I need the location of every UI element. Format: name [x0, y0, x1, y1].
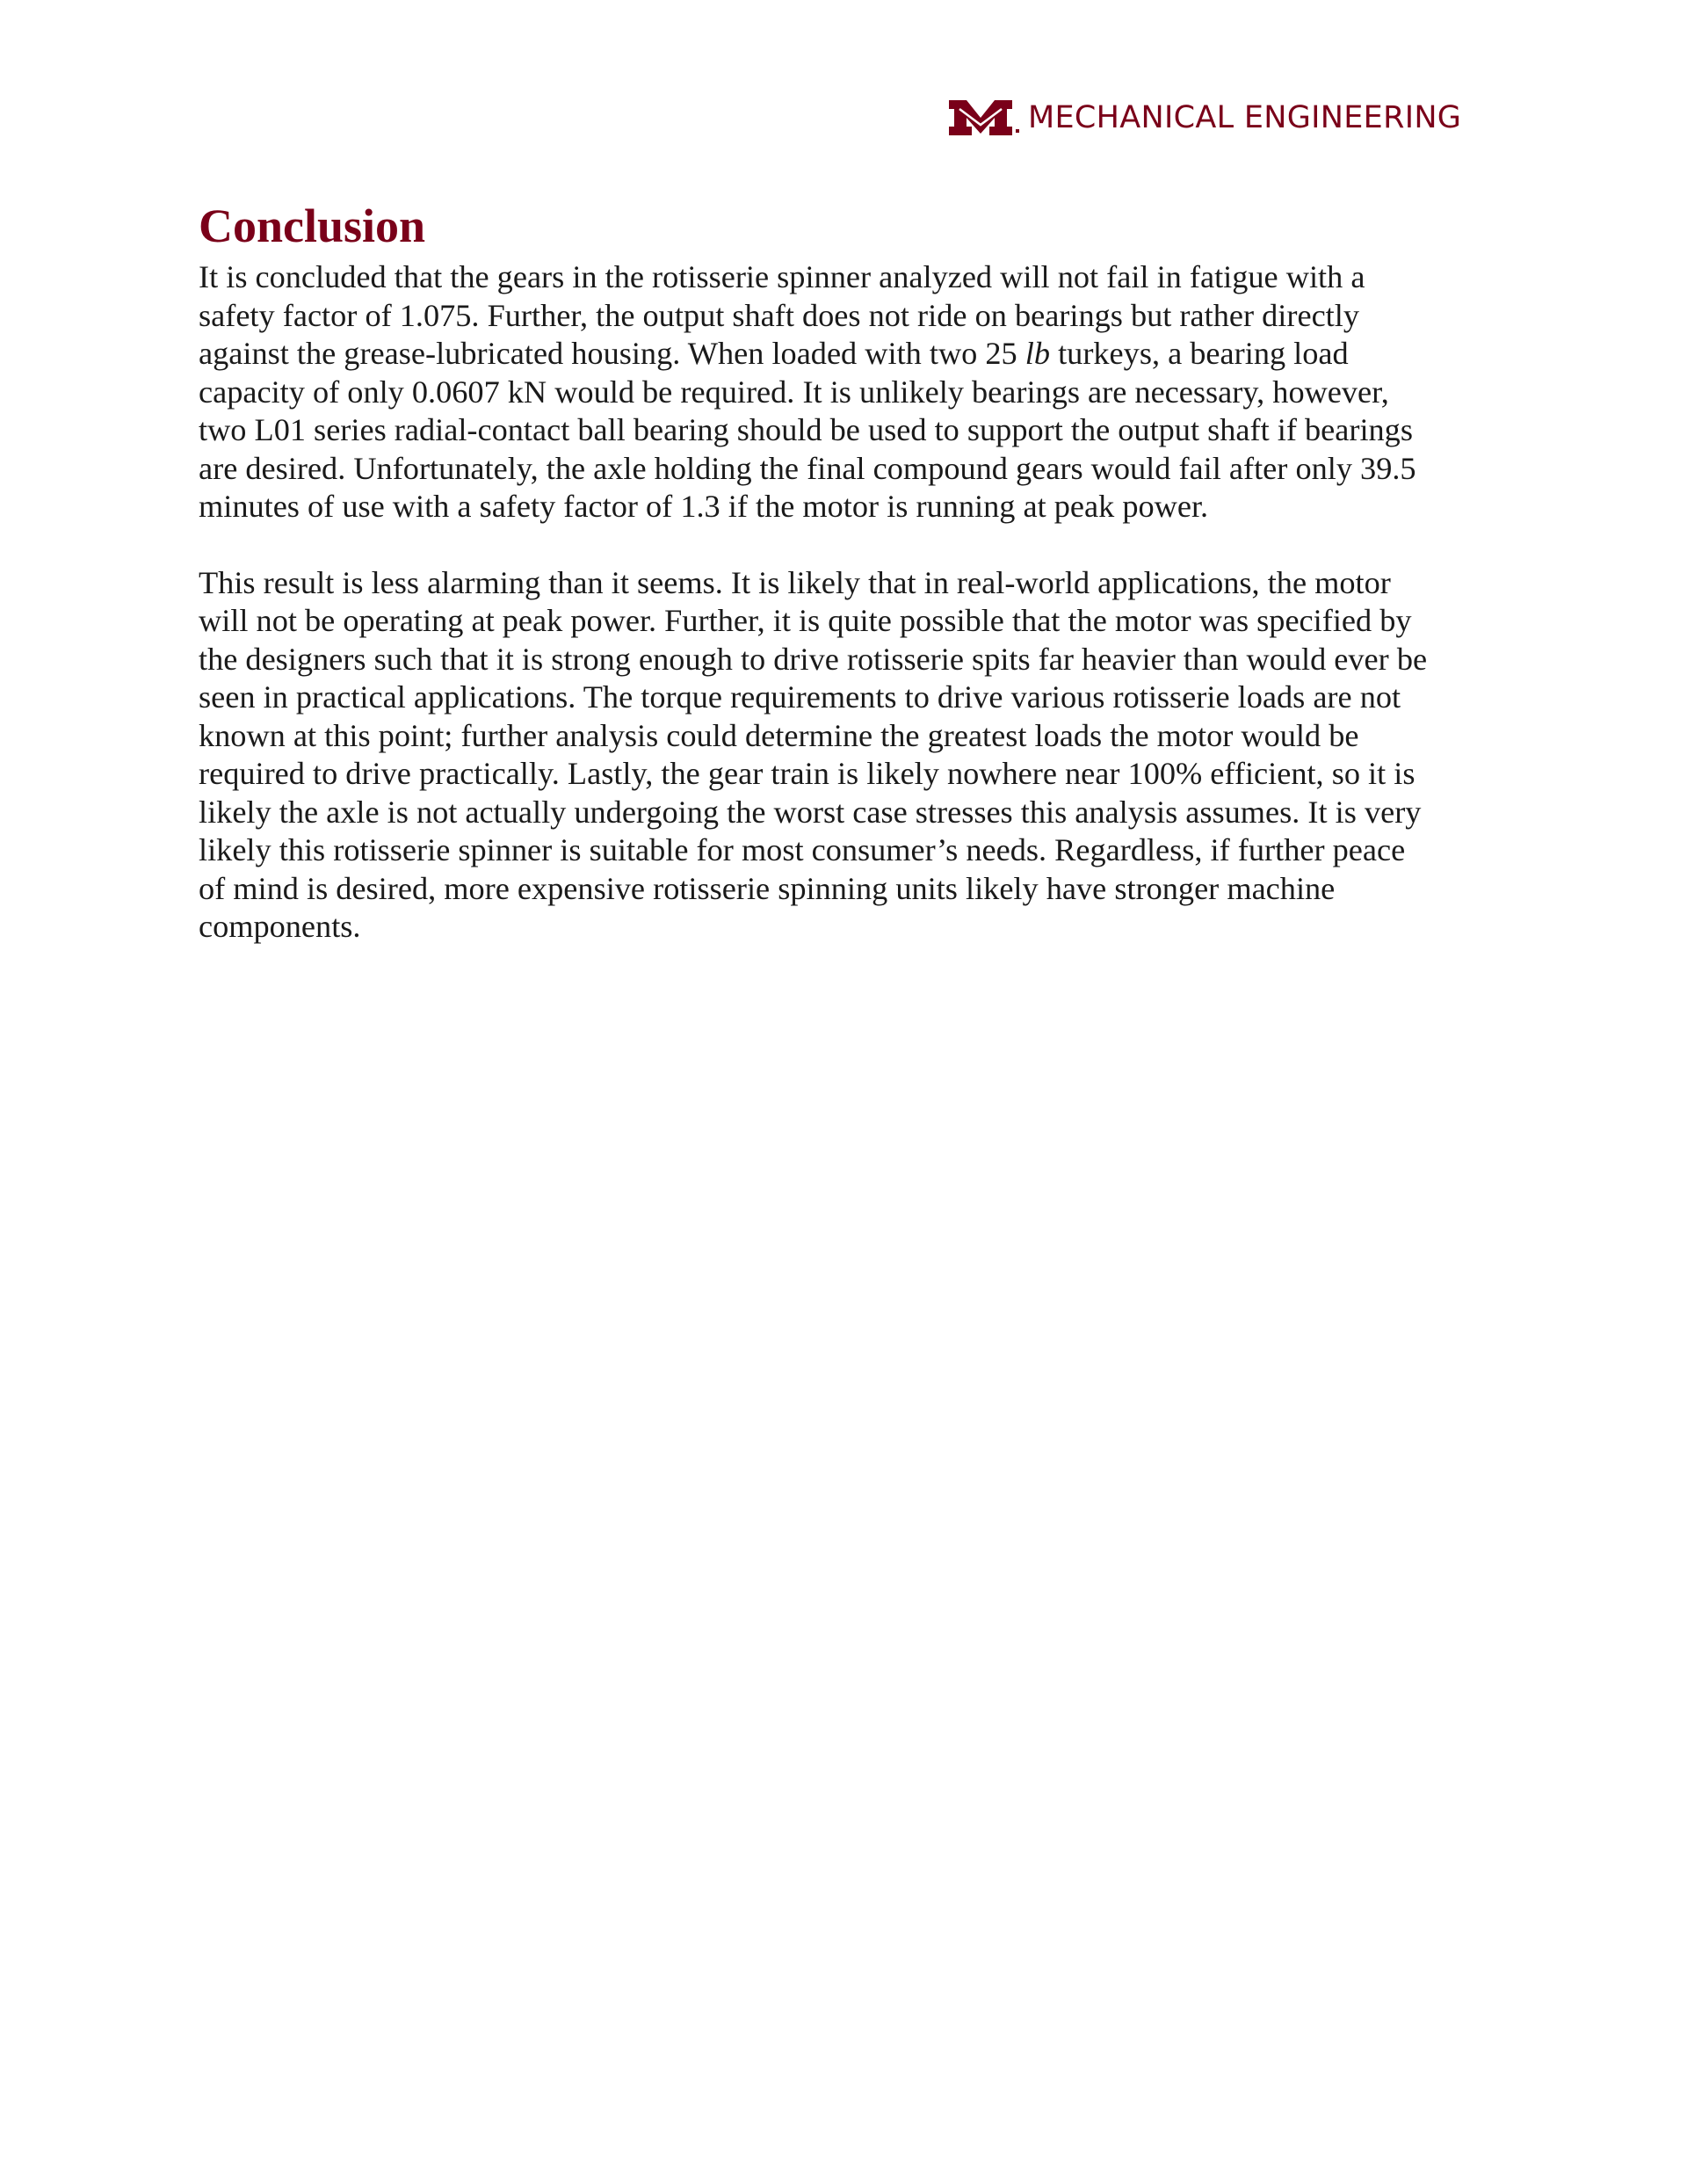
university-block-m-logo-icon — [947, 98, 1014, 137]
paragraph-1-text-b: turkeys, a bearing load capacity of only 0.0607 kN would be required. It is unlikely bearings are necessary, however, two L01 series radial-contact ball bearing should be used to support the output shaft if bearings are desired. Unfortunately, the axle holding the final compound gears would fail after only 39.5 minutes of use with a safety factor of 1.3 if the motor is running at peak power. — [199, 336, 1416, 524]
paragraph-1-text-a: It is concluded that the gears in the rotisserie spinner analyzed will not fail in fatigue with a safety factor of 1.075. Further, the output shaft does not ride on bearings but rather directly against the grease-lubricated housing. When loaded with two 25 — [199, 259, 1365, 371]
document-body — [199, 195, 1490, 947]
unit-lb: lb — [1025, 336, 1051, 371]
page-header — [947, 97, 1461, 139]
section-title: Conclusion — [199, 200, 426, 252]
department-name: MECHANICAL ENGINEERING — [1028, 100, 1462, 135]
conclusion-paragraph-1 — [199, 258, 1490, 526]
conclusion-paragraph-2: This result is less alarming than it seems. It is likely that in real-world applications, the motor will not be operating at peak power. Further, it is quite possible that the motor was specified by the designers such that it is strong enough to drive rotisserie spits far heavier than would ever be seen in practical applications. The torque requirements to drive various rotisserie loads are not known at this point; further analysis could determine the greatest loads the motor would be required to drive practically. Lastly, the gear train is likely nowhere near 100% efficient, so it is likely the axle is not actually undergoing the worst case stresses this analysis assumes. It is very likely this rotisserie spinner is suitable for most consumer’s needs. Regardless, if further peace of mind is desired, more expensive rotisserie spinning units likely have stronger machine components. — [199, 564, 1428, 944]
logo-trademark-dot — [1016, 129, 1019, 133]
